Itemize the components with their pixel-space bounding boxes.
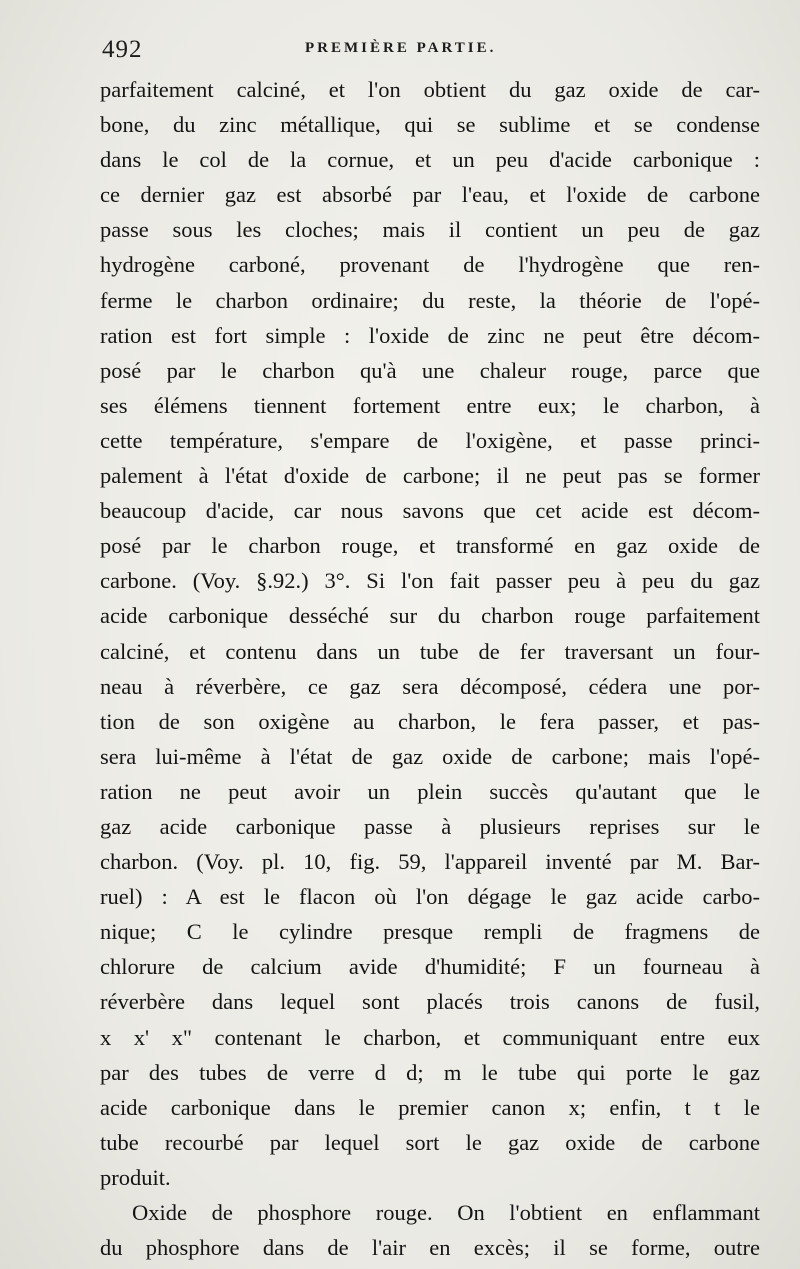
text-line: sera lui-même à l'état de gaz oxide de carbone; mais l'opé- (100, 743, 760, 769)
text-line: gaz acide carbonique passe à plusieurs reprises sur le (100, 813, 760, 839)
text-line: cette température, s'empare de l'oxigène, et passe princi- (100, 427, 760, 453)
text-line: palement à l'état d'oxide de carbone; il ne peut pas se former (100, 463, 760, 489)
text-line: hydrogène carboné, provenant de l'hydrogène que ren- (100, 252, 760, 278)
text-line: nique; C le cylindre presque rempli de fragmens de (100, 919, 760, 945)
text-line: ruel) : A est le flacon où l'on dégage le gaz acide carbo- (100, 884, 760, 910)
text-line: ses élémens tiennent fortement entre eux; le charbon, à (100, 392, 760, 418)
text-line: dans le col de la cornue, et un peu d'acide carbonique : (100, 147, 760, 173)
text-line: Oxide de phosphore rouge. On l'obtient en enflammant (132, 1200, 760, 1225)
text-line: par des tubes de verre d d; m le tube qui porte le gaz (100, 1059, 760, 1085)
running-head: PREMIÈRE PARTIE. (305, 40, 497, 56)
text-line: beaucoup d'acide, car nous savons que cet acide est décom- (100, 498, 760, 524)
text-line: bone, du zinc métallique, qui se sublime et se condense (100, 112, 760, 138)
text-line: ration ne peut avoir un plein succès qu'autant que le (100, 778, 760, 804)
text-line: ce dernier gaz est absorbé par l'eau, et l'oxide de carbone (100, 182, 760, 208)
text-line: réverbère dans lequel sont placés trois canons de fusil, (100, 989, 760, 1015)
text-line: tion de son oxigène au charbon, le fera passer, et pas- (100, 708, 760, 734)
text-line: neau à réverbère, ce gaz sera décomposé, cédera une por- (100, 673, 760, 699)
text-line: ration est fort simple : l'oxide de zinc ne peut être décom- (100, 322, 760, 348)
body-text (100, 72, 760, 1265)
text-line: charbon. (Voy. pl. 10, fig. 59, l'appareil inventé par M. Bar- (100, 849, 760, 875)
text-line: du phosphore dans de l'air en excès; il se forme, outre (100, 1235, 760, 1261)
text-line: carbone. (Voy. §.92.) 3°. Si l'on fait passer peu à peu du gaz (100, 568, 760, 594)
text-line: tube recourbé par lequel sort le gaz oxide de carbone (100, 1129, 760, 1155)
text-line: chlorure de calcium avide d'humidité; F un fourneau à (100, 954, 760, 980)
text-line: x x' x" contenant le charbon, et communiquant entre eux (100, 1024, 760, 1050)
text-line: parfaitement calciné, et l'on obtient du gaz oxide de car- (100, 77, 760, 102)
text-line: ferme le charbon ordinaire; du reste, la théorie de l'opé- (100, 287, 760, 313)
page-number: 492 (102, 36, 143, 63)
text-line: produit. (100, 1164, 171, 1190)
text-line: posé par le charbon qu'à une chaleur rouge, parce que (100, 357, 760, 383)
text-line: calciné, et contenu dans un tube de fer traversant un four- (100, 638, 760, 664)
text-line: passe sous les cloches; mais il contient un peu de gaz (100, 217, 760, 243)
text-line: acide carbonique dans le premier canon x; enfin, t t le (100, 1094, 760, 1120)
text-line: posé par le charbon rouge, et transformé en gaz oxide de (100, 533, 760, 559)
text-line: acide carbonique desséché sur du charbon rouge parfaitement (100, 603, 760, 629)
page-header (100, 30, 760, 70)
